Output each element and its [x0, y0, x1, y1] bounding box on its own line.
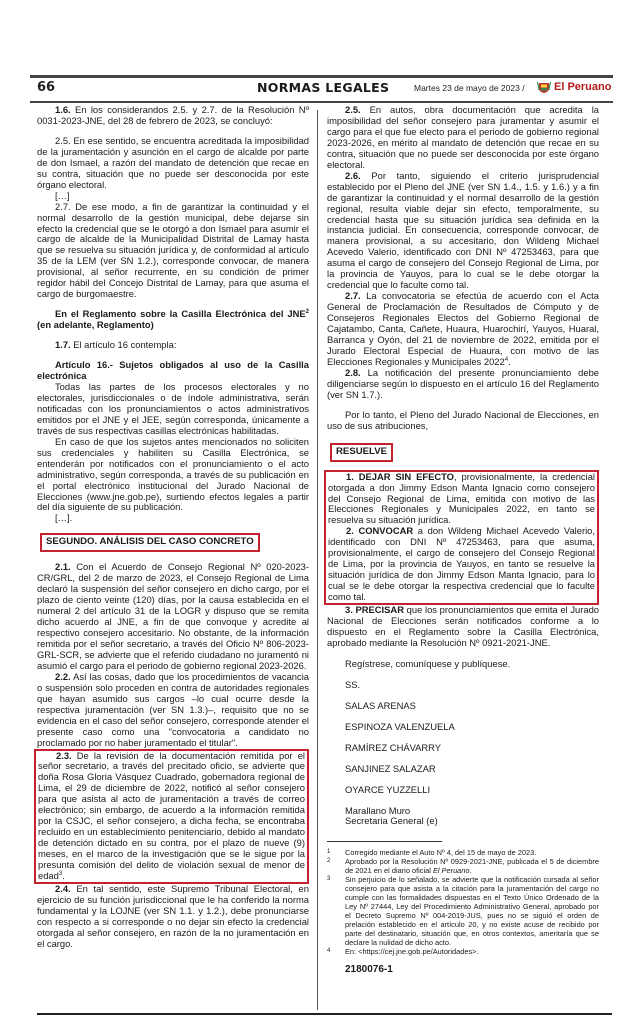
footnote: 2 Aprobado por la Resolución Nº 0929-2021-JNE, publicada el 5 de diciembre de 2021 en el diario oficial El Peruano.: [327, 857, 599, 876]
footnote-link[interactable]: En: <https://cej.jne.gob.pe/Autoridades>.: [345, 947, 479, 957]
left-column: [37, 105, 309, 950]
footnote: 4 En: <https://cej.jne.gob.pe/Autoridades>.: [327, 947, 599, 956]
footnote: 3 Sin perjuicio de lo señalado, se advierte que la notificación cursada al señor consejero para que asista a la citación para la juramentación del cargo no cumple con las formalidades dispuestas en el Texto Único Ordenado de la Ley Nº 27444, Ley del Procedimiento Administrativo General, aprobado por el Decreto Supremo Nº 004-2019-JUS, pues no se siguió el orden de prelación establecido en el artículo 20, y no existe acuse de recibido por parte del destinatario, situación que, en otros contextos, ameritaría que se declare la nulidad de dicho acto.: [327, 875, 599, 948]
footnote-divider: [327, 841, 442, 842]
resolution-2: 2. CONVOCAR a don Wildeng Michael Acevedo Valerio, identificado con DNI Nº 47253463, para que asuma, provisionalmente, el cargo de consejero del Consejo Regional de Lima, por la provincia de Yauyos, en tanto se resuelve la situación jurídica de don Jimmy Edson Manta Ignacio, para lo cual se le debe otorgar la respectiva credencial que lo faculte como tal.: [328, 525, 595, 603]
subheading-reglamento: En el Reglamento sobre la Casilla Electrónica del JNE$^2$ (en adelante, Reglamento): [37, 308, 309, 331]
quote-2-5: 2.5. En ese sentido, se encuentra acreditada la imposibilidad de la juramentación y asunción en el cargo de alcalde por parte de don Ismael, a razón del mandato de detención que recae en su contra, situación que no puede ser desconocida por este órgano electoral.: [37, 134, 309, 190]
highlight-box-2-3: [34, 749, 309, 884]
footnote: 1 Corregido mediante el Auto Nº 4, del 15 de mayo de 2023.: [327, 848, 537, 858]
article-16-paragraph-1: Todas las partes de los procesos electorales y no electorales, jurisdiccionales o de índole administrativa, serán notificadas con los pronunciamientos o actos administrativos emitidos por el JNE y el JEE, según corresponda, únicamente a través de sus respectivas casillas electrónicas habilitadas.: [37, 380, 309, 436]
secretary-name: Marallano Muro: [345, 804, 411, 816]
quote-2-7: 2.7. De ese modo, a fin de garantizar la continuidad y el normal desarrollo de la gestión municipal, debe dejarse sin efecto la credencial que se le otorgó a don Ismael para asumir el cargo de alcalde de la Municipalidad Distrital de Lamay hasta que se resuelva su situación jurídica y, de conformidad al artículo 35 de la LEM (ver SN 1.2.), corresponde convocar, de manera provisional, al señor recurrente, en su condición de primer regidor hábil del Concejo Distrital de Lamay, para que asuma el cargo de burgomaestre.: [37, 200, 309, 300]
ss: SS.: [345, 678, 361, 690]
resuelve-heading: RESUELVE: [330, 443, 393, 462]
paragraph-1-7: 1.7. El artículo 16 contempla:: [55, 339, 177, 351]
brand-name: El Peruano: [554, 81, 612, 93]
paragraph-2-1: 2.1. Con el Acuerdo de Consejo Regional Nº 020-2023-CR/GRL, del 2 de marzo de 2023, el Consejo Regional de Lima declaró la suspensión del señor consejero en dicho cargo, por el plazo de ciento veinte (120) días, por la causa establecida en el numeral 2 del artículo 31 de la LOGR y dispuso que se remita dicho acuerdo al JNE, a fin de que convoque y acredite al respectivo consejero accesitario. No obstante, de la información remitida por el señor secretario, a través del Oficio Nº 806-2023-GRL-SCR, se advierte que el referido ciudadano no juramentó ni asumió el cargo para el periodo de gobierno regional 2023-2026.: [37, 561, 309, 671]
page-number: 66: [37, 80, 56, 95]
section-heading-segundo: SEGUNDO. ANÁLISIS DEL CASO CONCRETO: [40, 533, 260, 552]
right-column: [327, 105, 599, 976]
paragraph-2-2: 2.2. Así las cosas, dado que los procedimientos de vacancia o suspensión solo proceden en contra de autoridades regionales que hayan asumido sus cargos –lo cual ocurre desde la respectiva juramentación (ver SN 1.3.)–, requisito que no se evidencia en el caso del señor consejero, corresponde atender el presente caso como una "convocatoria a candidato no proclamado por no haber juramentado el titular".: [37, 670, 309, 748]
publication-date: Martes 23 de mayo de 2023 /: [414, 83, 525, 93]
column-divider: [317, 110, 318, 1010]
paragraph-2-3: 2.3. De la revisión de la documentación remitida por el señor secretario, a través del precitado oficio, se advierte que doña Rosa Gloria Vásquez Cuadrado, gobernadora regional de Lima, el 29 de diciembre de 2022, notificó al señor consejero para que asista al acto de juramentación a través de correo electrónico; sin embargo, de acuerdo a la información remitida por la CSJC, el señor consejero, a dicha fecha, se encontraba recluido en un establecimiento penitenciario, debido al mandato de detención dictado en su contra, por el plazo de nueve (9) meses, en el marco de la investigación que se le sigue por la presunta comisión del delito de violación sexual de menor de edad$^3$.: [38, 749, 305, 881]
signatory: ESPINOZA VALENZUELA: [345, 720, 455, 732]
resolution-1: 1. DEJAR SIN EFECTO, provisionalmente, la credencial otorgada a don Jimmy Edson Manta Ignacio como consejero del Consejo Regional de Lima, emitida con motivo de las Elecciones Regionales y Municipales 2022, en tanto se resuelva su situación jurídica.: [328, 470, 595, 526]
secretary-title: Secretaria General (e): [345, 815, 438, 827]
page-header: [37, 80, 617, 98]
bottom-rule: [37, 1013, 612, 1015]
signatory: SANJINEZ SALAZAR: [345, 762, 436, 774]
article-16-title: Artículo 16.- Sujetos obligados al uso de la Casilla electrónica: [37, 359, 309, 382]
highlight-box-resolutions: [324, 470, 599, 605]
por-lo-tanto: Por lo tanto, el Pleno del Jurado Nacional de Elecciones, en uso de sus atribuciones,: [327, 408, 599, 431]
signatory: RAMÍREZ CHÁVARRY: [345, 741, 442, 753]
paragraph-2-8: 2.8. La notificación del presente pronunciamiento debe diligenciarse según lo dispuesto en el artículo 16 del Reglamento (ver SN 1.7.).: [327, 366, 599, 400]
resolution-3: 3. PRECISAR que los pronunciamientos que emita el Jurado Nacional de Elecciones serán notificados conforme a lo dispuesto en el Reglamento sobre la Casilla Electrónica, aprobado mediante la Resolución Nº 0921-2021-JNE.: [327, 604, 600, 648]
signatory: OYARCE YUZZELLI: [345, 783, 431, 795]
header-divider: [30, 101, 613, 103]
paragraph-1-6: 1.6. En los considerandos 2.5. y 2.7. de la Resolución Nº 0031-2023-JNE, del 28 de febrero de 2023, se concluyó:: [37, 104, 309, 126]
paragraph-2-6: 2.6. Por tanto, siguiendo el criterio jurisprudencial establecido por el Pleno del JNE (ver SN 1.4., 1.5. y 1.6.) y a fin de garantizar la continuidad y el normal desarrollo de la gestión regional, resulta viable dejar sin efecto, temporalmente, su credencial hasta que su situación jurídica sea definida en la instancia judicial. En consecuencia, corresponde convocar, de manera provisional, a su accesitario, don Wildeng Michael Acevedo Valerio, identificado con DNI Nº 47253463, para que asuma el cargo de consejero del Consejo Regional de Lima, por la provincia de Yauyos, para lo cual se le debe otorgar la credencial que lo faculte como tal.: [327, 169, 599, 291]
registrese: Regístrese, comuníquese y publíquese.: [345, 657, 511, 669]
masthead-title: NORMAS LEGALES: [257, 80, 390, 95]
coat-of-arms-icon: [537, 80, 551, 94]
paragraph-2-4: 2.4. En tal sentido, este Supremo Tribunal Electoral, en ejercicio de su función jurisdiccional que le ha conferido la norma fundamental y la LOJNE (ver SN 1.1. y 1.2.), debe pronunciarse con respecto a si corresponde o no dejar sin efecto la credencial otorgada al señor consejero, en razón de la no juramentación en el cargo.: [37, 882, 309, 949]
top-rule: [30, 75, 613, 78]
paragraph-2-7: 2.7. La convocatoria se efectúa de acuerdo con el Acta General de Proclamación de Resultados de Cómputo y de Consejeros Regionales Electos del Gobierno Regional de Cajatambo, Canta, Cañete, Huaura, Huarochirí, Yauyos, Huaral, Barranca y Oyón, del 21 de noviembre de 2022, emitida por el Jurado Electoral Especial de Huaura, con motivo de las Elecciones Regionales y Municipales 2022$^4$.: [327, 290, 599, 367]
document-code: 2180076-1: [345, 964, 393, 976]
ellipsis: […]: [55, 189, 70, 201]
ellipsis: […].: [55, 512, 73, 524]
paragraph-2-5: 2.5. En autos, obra documentación que acredita la imposibilidad del señor consejero para juramentar y asumir el cargo para el que fue electo para el periodo de gobierno regional 2023-2026, en mérito al mandato de detención que recae en su contra, situación que no puede ser desconocida por este órgano electoral.: [327, 104, 599, 170]
article-16-paragraph-2: En caso de que los sujetos antes mencionados no soliciten sus credenciales y habiliten su Casilla Electrónica, se entenderán por notificados con el pronunciamiento o el acto administrativo, según corresponda, a través de su publicación en el portal electrónico institucional del Jurado Nacional de Elecciones (www.jne.gob.pe), surtiendo efectos legales a partir del día siguiente de su publicación.: [37, 435, 309, 513]
signatory: SALAS ARENAS: [345, 699, 416, 711]
